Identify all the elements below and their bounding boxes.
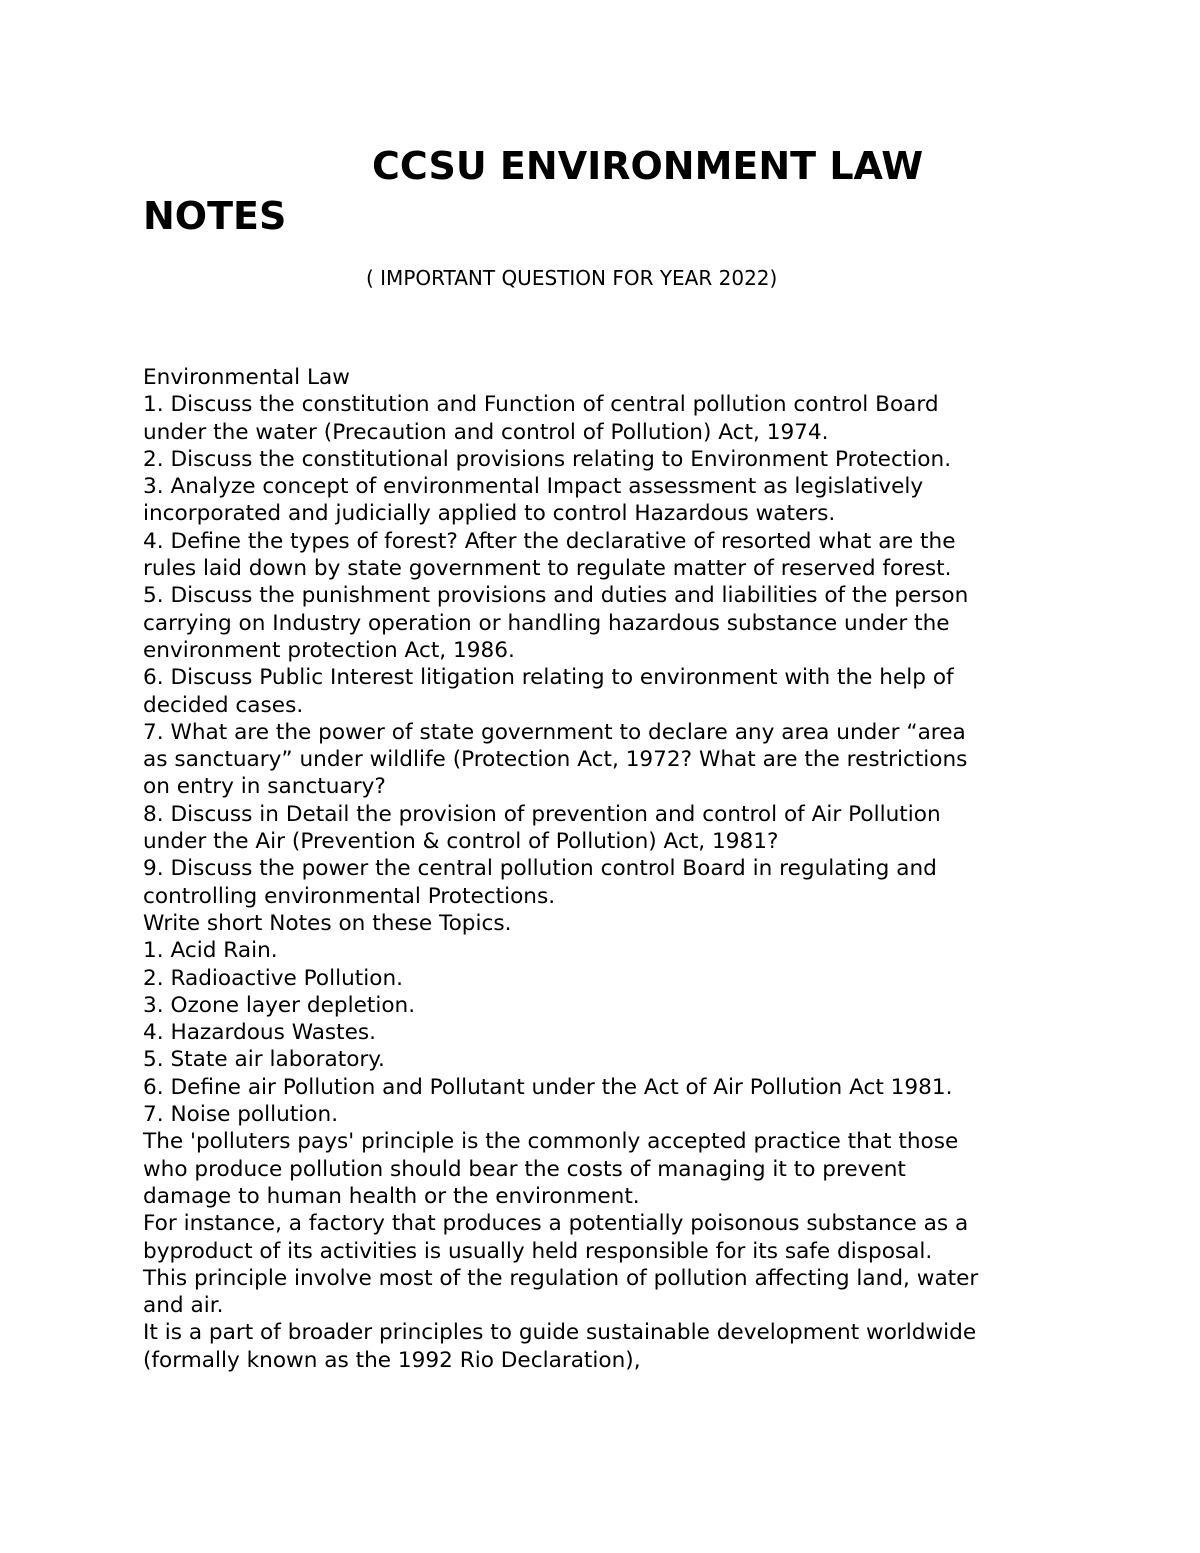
body-line: byproduct of its activities is usually held responsible for its safe disposal.	[143, 1238, 933, 1264]
body-line: who produce pollution should bear the costs of managing it to prevent	[143, 1156, 906, 1182]
body-line: environment protection Act, 1986.	[143, 637, 515, 663]
document-subtitle: ( IMPORTANT QUESTION FOR YEAR 2022)	[366, 266, 778, 290]
body-line: 4. Define the types of forest? After the declarative of resorted what are the	[143, 528, 956, 554]
body-line: under the water (Precaution and control of Pollution) Act, 1974.	[143, 419, 829, 445]
body-line: incorporated and judicially applied to control Hazardous waters.	[143, 501, 836, 527]
body-line: 5. Discuss the punishment provisions and duties and liabilities of the person	[143, 583, 969, 609]
body-line: on entry in sanctuary?	[143, 774, 386, 800]
document-title-line-2: NOTES	[143, 194, 287, 238]
body-line: 1. Acid Rain.	[143, 938, 278, 964]
body-line: The 'polluters pays' principle is the commonly accepted practice that those	[143, 1129, 959, 1155]
body-line: 5. State air laboratory.	[143, 1047, 385, 1073]
body-line: carrying on Industry operation or handling hazardous substance under the	[143, 610, 950, 636]
body-line: 2. Radioactive Pollution.	[143, 965, 404, 991]
body-line: 6. Define air Pollution and Pollutant under the Act of Air Pollution Act 1981.	[143, 1074, 953, 1100]
body-line: decided cases.	[143, 692, 304, 718]
body-line: 7. What are the power of state government to declare any area under “area	[143, 719, 966, 745]
body-line: as sanctuary” under wildlife (Protection Act, 1972? What are the restrictions	[143, 747, 968, 773]
body-line: 7. Noise pollution.	[143, 1102, 339, 1128]
body-line: and air.	[143, 1293, 224, 1319]
body-line: controlling environmental Protections.	[143, 883, 556, 909]
body-line: It is a part of broader principles to guide sustainable development worldwide	[143, 1320, 977, 1346]
body-line: Environmental Law	[143, 365, 350, 390]
document-body	[143, 364, 1063, 1374]
body-line: under the Air (Prevention & control of Pollution) Act, 1981?	[143, 829, 779, 855]
body-line: For instance, a factory that produces a potentially poisonous substance as a	[143, 1211, 969, 1237]
body-line: 6. Discuss Public Interest litigation relating to environment with the help of	[143, 665, 954, 691]
body-line: 1. Discuss the constitution and Function of central pollution control Board	[143, 392, 939, 418]
body-line: 3. Analyze concept of environmental Impact assessment as legislatively	[143, 474, 924, 500]
body-line: Write short Notes on these Topics.	[143, 910, 512, 936]
body-line: rules laid down by state government to regulate matter of reserved forest.	[143, 556, 952, 582]
body-line: 9. Discuss the power the central pollution control Board in regulating and	[143, 856, 937, 882]
body-line: (formally known as the 1992 Rio Declaration),	[143, 1347, 641, 1373]
body-line: 2. Discuss the constitutional provisions relating to Environment Protection.	[143, 446, 952, 472]
body-line: 4. Hazardous Wastes.	[143, 1020, 377, 1046]
document-title-line-1: CCSU ENVIRONMENT LAW	[372, 144, 924, 188]
body-line: This principle involve most of the regulation of pollution affecting land, water	[143, 1265, 979, 1291]
body-line: 8. Discuss in Detail the provision of prevention and control of Air Pollution	[143, 801, 941, 827]
body-line: 3. Ozone layer depletion.	[143, 992, 416, 1018]
body-line: damage to human health or the environment.	[143, 1183, 640, 1209]
